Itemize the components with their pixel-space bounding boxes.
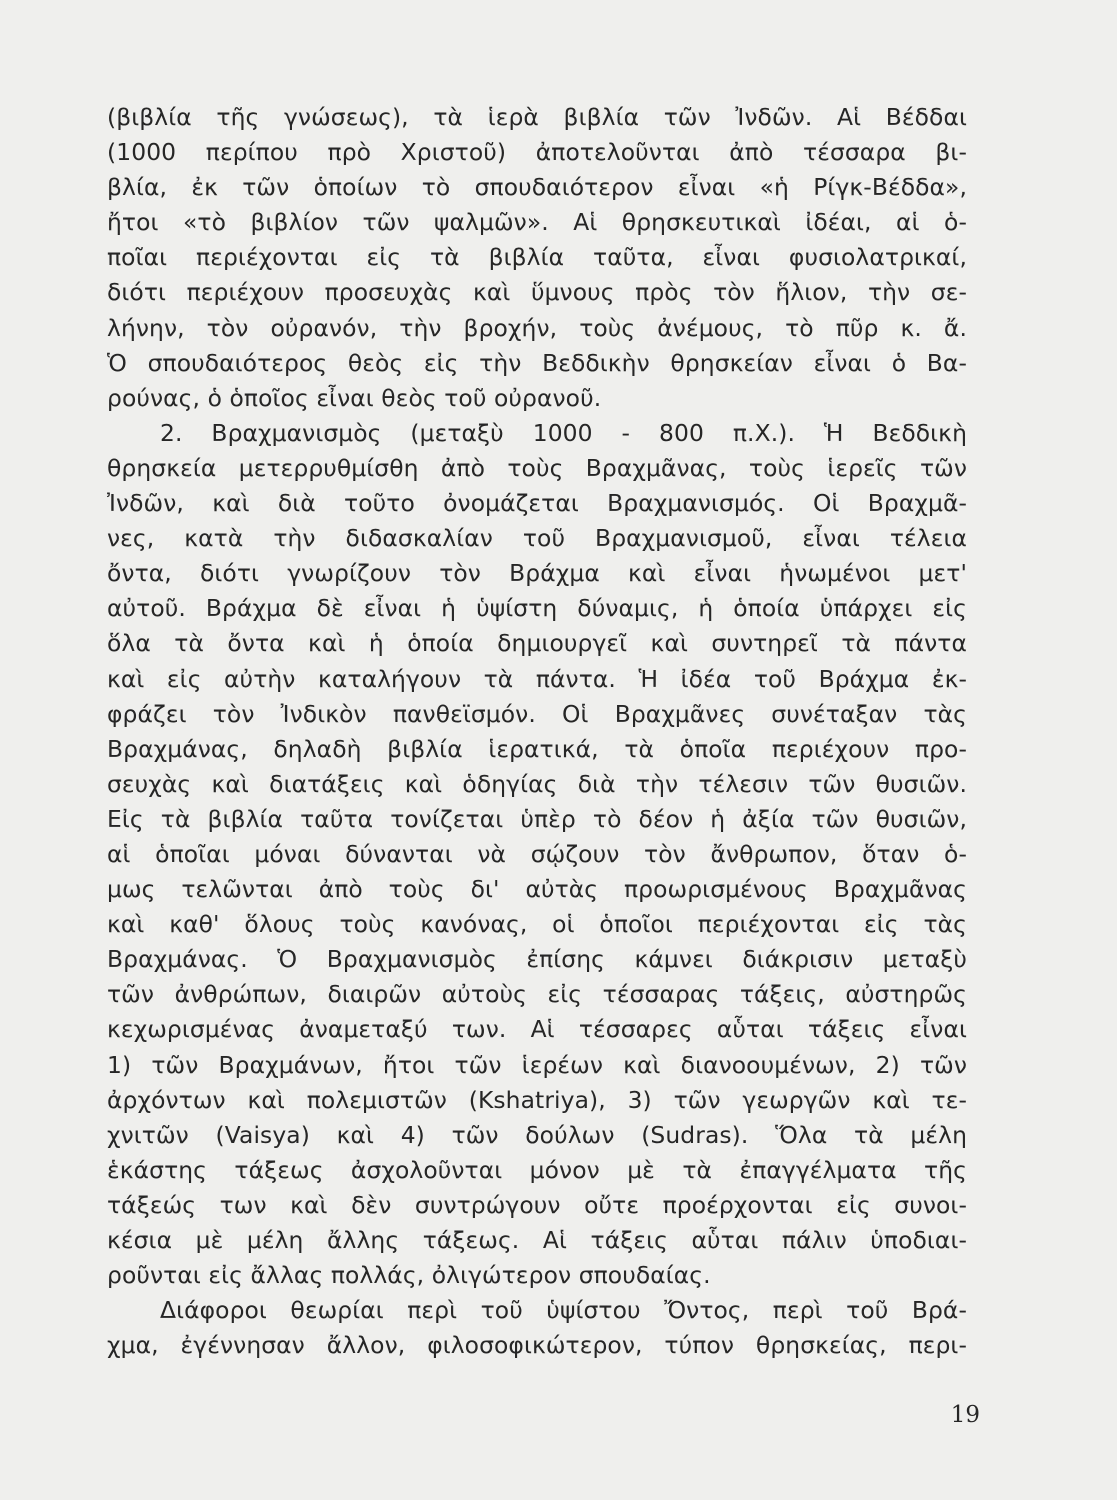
text-line: αὐτοῦ. Βράχμα δὲ εἶναι ἡ ὑψίστη δύναμις, ἡ ὁποία ὑπάρχει εἰς: [107, 594, 967, 623]
text-line: Διάφοροι θεωρίαι περὶ τοῦ ὑψίστου Ὄντος, περὶ τοῦ Βρά-: [160, 1296, 967, 1325]
text-line: νες, κατὰ τὴν διδασκαλίαν τοῦ Βραχμανισμοῦ, εἶναι τέλεια: [107, 524, 967, 553]
text-line: ἤτοι «τὸ βιβλίον τῶν ψαλμῶν». Αἱ θρησκευτικαὶ ἰδέαι, αἱ ὁ-: [107, 208, 967, 237]
text-line: Βραχμάνας, δηλαδὴ βιβλία ἱερατικά, τὰ ὁποῖα περιέχουν προ-: [107, 734, 967, 763]
text-line: ρούνας, ὁ ὁποῖος εἶναι θεὸς τοῦ οὐρανοῦ.: [107, 383, 602, 412]
text-line: μως τελῶνται ἀπὸ τοὺς δι' αὐτὰς προωρισμένους Βραχμᾶνας: [107, 875, 967, 904]
text-line: ὅλα τὰ ὄντα καὶ ἡ ὁποία δημιουργεῖ καὶ συντηρεῖ τὰ πάντα: [107, 629, 967, 658]
text-line: Ἰνδῶν, καὶ διὰ τοῦτο ὀνομάζεται Βραχμανισμός. Οἱ Βραχμᾶ-: [107, 489, 967, 518]
text-line: ὄντα, διότι γνωρίζουν τὸν Βράχμα καὶ εἶναι ἡνωμένοι μετ': [107, 559, 967, 588]
text-line: Εἰς τὰ βιβλία ταῦτα τονίζεται ὑπὲρ τὸ δέον ἡ ἀξία τῶν θυσιῶν,: [107, 804, 967, 833]
text-line: (βιβλία τῆς γνώσεως), τὰ ἱερὰ βιβλία τῶν Ἰνδῶν. Αἱ Βέδδαι: [107, 103, 967, 131]
text-line: κέσια μὲ μέλη ἄλλης τάξεως. Αἱ τάξεις αὗται πάλιν ὑποδιαι-: [107, 1226, 967, 1254]
text-line: βλία, ἐκ τῶν ὁποίων τὸ σπουδαιότερον εἶναι «ἡ Ρίγκ-Βέδδα»,: [107, 173, 967, 202]
text-line: 2. Βραχμανισμὸς (μεταξὺ 1000 - 800 π.Χ.). Ἡ Βεδδικὴ: [160, 418, 967, 447]
text-line: φράζει τὸν Ἰνδικὸν πανθεϊσμόν. Οἱ Βραχμᾶνες συνέταξαν τὰς: [107, 699, 967, 728]
text-line: 1) τῶν Βραχμάνων, ἤτοι τῶν ἱερέων καὶ διανοουμένων, 2) τῶν: [107, 1050, 967, 1079]
text-line: καὶ εἰς αὐτὴν καταλήγουν τὰ πάντα. Ἡ ἰδέα τοῦ Βράχμα ἐκ-: [107, 664, 967, 693]
text-line: χνιτῶν (Vaisya) καὶ 4) τῶν δούλων (Sudras). Ὅλα τὰ μέλη: [107, 1120, 967, 1149]
text-line: κεχωρισμένας ἀναμεταξύ των. Αἱ τέσσαρες αὗται τάξεις εἶναι: [107, 1015, 967, 1044]
text-line: σευχὰς καὶ διατάξεις καὶ ὁδηγίας διὰ τὴν τέλεσιν τῶν θυσιῶν.: [107, 769, 967, 798]
text-line: τῶν ἀνθρώπων, διαιρῶν αὐτοὺς εἰς τέσσαρας τάξεις, αὐστηρῶς: [107, 980, 967, 1009]
text-line: αἱ ὁποῖαι μόναι δύνανται νὰ σῴζουν τὸν ἄνθρωπον, ὅταν ὁ-: [107, 839, 967, 868]
text-line: χμα, ἐγέννησαν ἄλλον, φιλοσοφικώτερον, τύπον θρησκείας, περι-: [107, 1331, 967, 1360]
page-number: 19: [950, 1402, 980, 1428]
text-line: καὶ καθ' ὅλους τοὺς κανόνας, οἱ ὁποῖοι περιέχονται εἰς τὰς: [107, 910, 967, 939]
text-line: διότι περιέχουν προσευχὰς καὶ ὕμνους πρὸς τὸν ἥλιον, τὴν σε-: [107, 278, 967, 307]
text-line: Βραχμάνας. Ὁ Βραχμανισμὸς ἐπίσης κάμνει διάκρισιν μεταξὺ: [107, 945, 967, 974]
text-line: (1000 περίπου πρὸ Χριστοῦ) ἀποτελοῦνται ἀπὸ τέσσαρα βι-: [107, 138, 967, 167]
text-line: ροῦνται εἰς ἄλλας πολλάς, ὀλιγώτερον σπουδαίας.: [107, 1261, 711, 1290]
text-line: ἀρχόντων καὶ πολεμιστῶν (Kshatriya), 3) τῶν γεωργῶν καὶ τε-: [107, 1085, 967, 1114]
text-line: τάξεώς των καὶ δὲν συντρώγουν οὔτε προέρχονται εἰς συνοι-: [107, 1190, 967, 1219]
text-line: Ὁ σπουδαιότερος θεὸς εἰς τὴν Βεδδικὴν θρησκείαν εἶναι ὁ Βα-: [107, 348, 967, 377]
text-line: ποῖαι περιέχονται εἰς τὰ βιβλία ταῦτα, εἶναι φυσιολατρικαί,: [107, 243, 967, 272]
body-text: [107, 100, 967, 1363]
text-line: λήνην, τὸν οὐρανόν, τὴν βροχήν, τοὺς ἀνέμους, τὸ πῦρ κ. ἄ.: [107, 313, 967, 342]
text-line: ἑκάστης τάξεως ἀσχολοῦνται μόνον μὲ τὰ ἐπαγγέλματα τῆς: [107, 1155, 967, 1184]
text-line: θρησκεία μετερρυθμίσθη ἀπὸ τοὺς Βραχμᾶνας, τοὺς ἱερεῖς τῶν: [107, 453, 967, 482]
